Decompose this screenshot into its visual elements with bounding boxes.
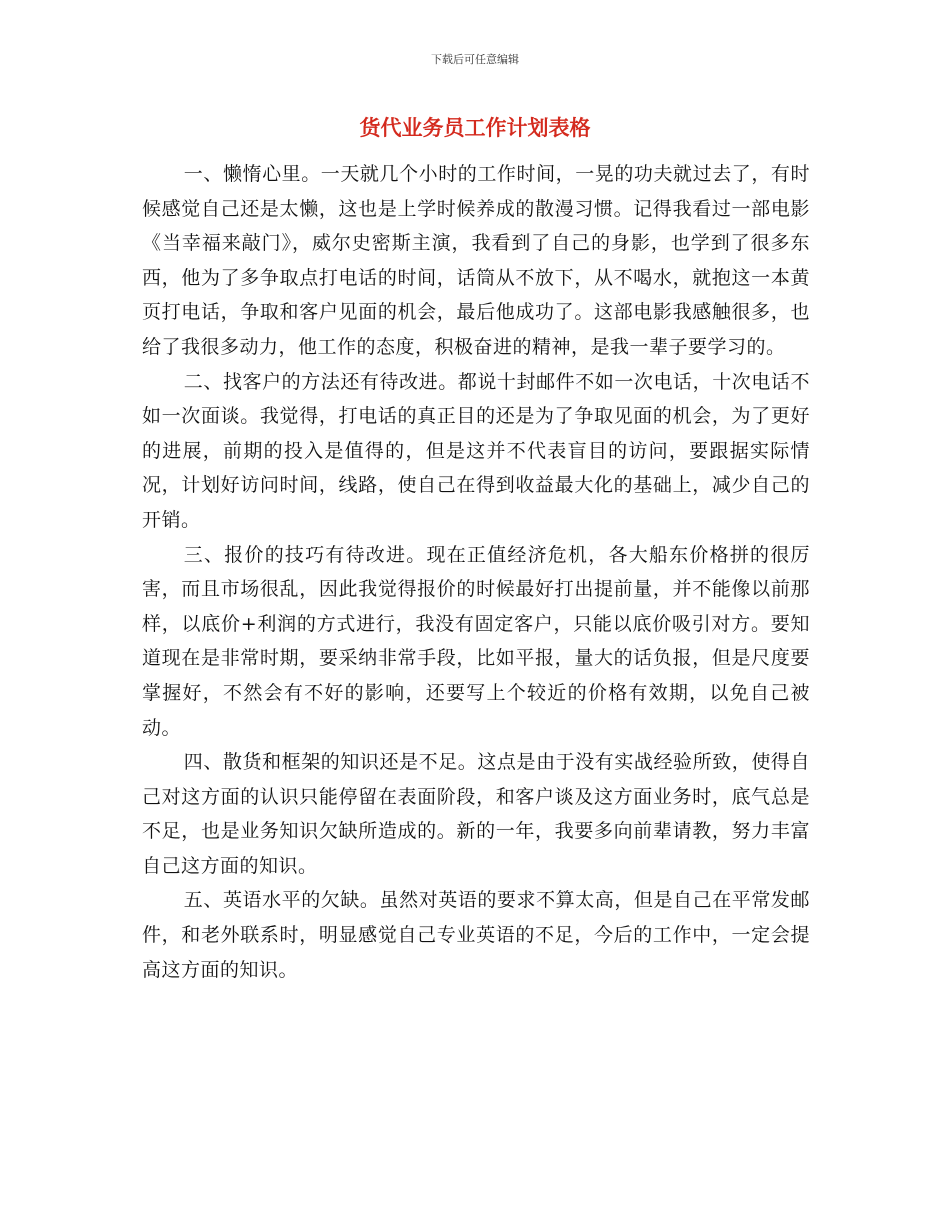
paragraph-1: 一、懒惰心里。一天就几个小时的工作时间，一晃的功夫就过去了，有时候感觉自己还是太懒，这也是上学时候养成的散漫习惯。记得我看过一部电影《当幸福来敲门》，威尔史密斯主演，我看到了自己的身影，也学到了很多东西，他为了多争取点打电话的时间，话筒从不放下，从不喝水，就抱这一本黄页打电话，争取和客户见面的机会，最后他成功了。这部电影我感触很多，也给了我很多动力，他工作的态度，积极奋进的精神，是我一辈子要学习的。 [142,163,810,358]
document-title: 货代业务员工作计划表格 [359,116,591,140]
paragraph-4: 四、散货和框架的知识还是不足。这点是由于没有实战经验所致，使得自己对这方面的认识只能停留在表面阶段，和客户谈及这方面业务时，底气总是不足，也是业务知识欠缺所造成的。新的一年，我要多向前辈请教，努力丰富自己这方面的知识。 [142,751,810,877]
paragraph-3: 三、报价的技巧有待改进。现在正值经济危机，各大船东价格拼的很厉害，而且市场很乱，因此我觉得报价的时候最好打出提前量，并不能像以前那样，以底价+利润的方式进行，我没有固定客户，只能以底价吸引对方。要知道现在是非常时期，要采纳非常手段，比如平报，量大的话负报，但是尺度要掌握好，不然会有不好的影响，还要写上个较近的价格有效期，以免自己被动。 [142,543,810,739]
page-header-note: 下载后可任意编辑 [431,53,519,66]
paragraph-2: 二、找客户的方法还有待改进。都说十封邮件不如一次电话，十次电话不如一次面谈。我觉得，打电话的真正目的还是为了争取见面的机会，为了更好的进展，前期的投入是值得的，但是这并不代表盲目的访问，要跟据实际情况，计划好访问时间，线路，使自己在得到收益最大化的基础上，减少自己的开销。 [142,370,810,531]
document-body [142,157,810,987]
paragraph-5: 五、英语水平的欠缺。虽然对英语的要求不算太高，但是自己在平常发邮件，和老外联系时，明显感觉自己专业英语的不足，今后的工作中，一定会提高这方面的知识。 [142,889,810,981]
